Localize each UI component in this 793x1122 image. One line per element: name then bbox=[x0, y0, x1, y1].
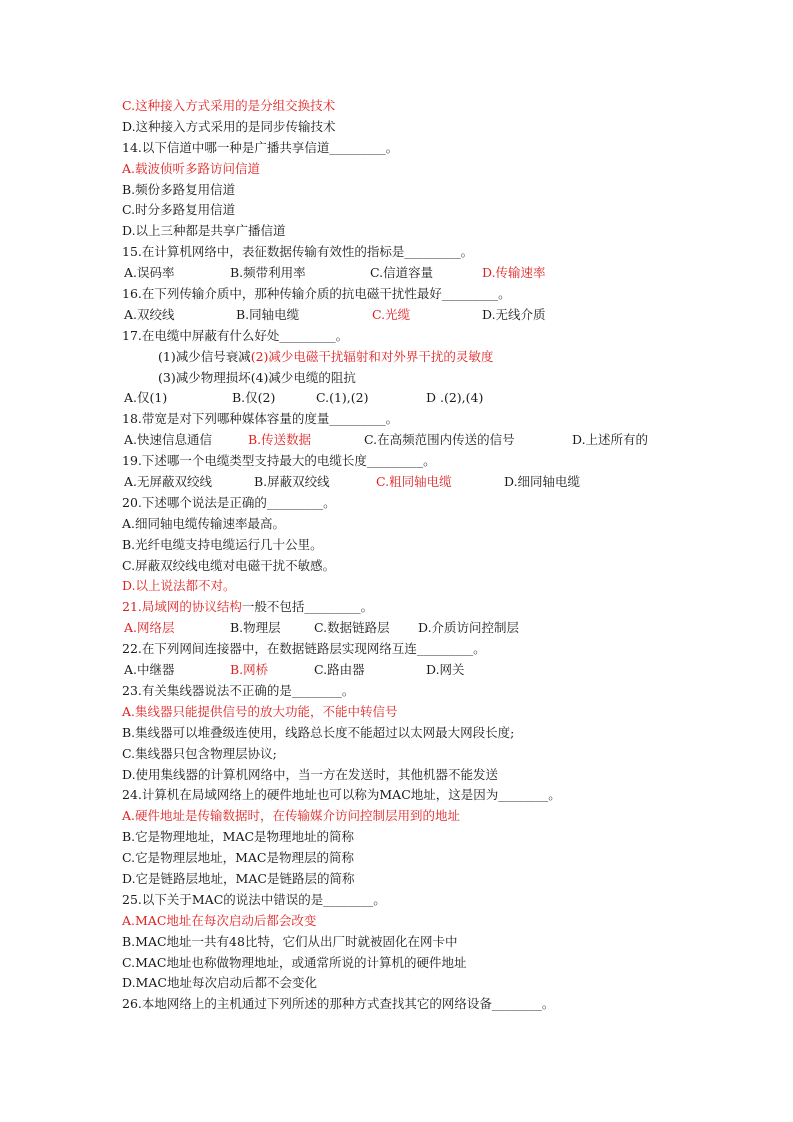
document-page bbox=[120, 96, 680, 1015]
option-choice: A.无屏蔽双绞线 bbox=[124, 474, 213, 490]
option-choice: B.频带利用率 bbox=[230, 265, 306, 281]
text-line: 20.下述哪个说法是正确的_________。 bbox=[122, 494, 336, 510]
text-line: 23.有关集线器说法不正确的是________。 bbox=[122, 682, 355, 698]
text-line: 24.计算机在局域网络上的硬件地址也可以称为MAC地址，这是因为________。 bbox=[122, 787, 561, 803]
option-choice: C.粗同轴电缆 bbox=[376, 474, 452, 490]
text-line bbox=[120, 472, 680, 493]
text-line: A.载波侦听多路访问信道 bbox=[122, 160, 261, 176]
option-choice: B.传送数据 bbox=[248, 432, 312, 448]
text-segment: 一般不包括_________。 bbox=[241, 599, 374, 615]
text-line bbox=[120, 263, 680, 284]
text-line: 14.以下信道中哪一种是广播共享信道_________。 bbox=[122, 139, 399, 155]
text-line bbox=[120, 430, 680, 451]
option-choice: C.信道容量 bbox=[370, 265, 434, 281]
text-line bbox=[120, 305, 680, 326]
option-choice: A.中继器 bbox=[124, 662, 175, 678]
text-line: 16.在下列传输介质中，那种传输介质的抗电磁干扰性最好_________。 bbox=[122, 286, 511, 302]
text-line: 22.在下列网间连接器中，在数据链路层实现网络互连_________。 bbox=[122, 641, 486, 657]
option-choice: C.(1),(2) bbox=[316, 390, 369, 406]
text-line: A.集线器只能提供信号的放大功能，不能中转信号 bbox=[122, 703, 398, 719]
option-choice: A.误码率 bbox=[124, 265, 175, 281]
text-line: (3)减少物理损坏(4)减少电缆的阻抗 bbox=[158, 369, 356, 385]
text-line: 15.在计算机网络中，表征数据传输有效性的指标是_________。 bbox=[122, 244, 474, 260]
option-choice: D.上述所有的 bbox=[572, 432, 649, 448]
option-choice: C.光缆 bbox=[372, 306, 411, 322]
text-line: C.集线器只包含物理层协议; bbox=[122, 745, 277, 761]
text-line: C.MAC地址也称做物理地址，或通常所说的计算机的硬件地址 bbox=[122, 954, 467, 970]
option-choice: D.细同轴电缆 bbox=[504, 474, 581, 490]
option-choice: C.在高频范围内传送的信号 bbox=[364, 432, 515, 448]
text-line: 18.带宽是对下列哪种媒体容量的度量_________。 bbox=[122, 411, 399, 427]
text-line: 19.下述哪一个电缆类型支持最大的电缆长度_________。 bbox=[122, 453, 436, 469]
text-line: D.使用集线器的计算机网络中，当一方在发送时，其他机器不能发送 bbox=[122, 766, 499, 782]
text-line bbox=[120, 660, 680, 681]
text-line: D.以上说法都不对。 bbox=[122, 578, 236, 594]
text-line: B.MAC地址一共有48比特，它们从出厂时就被固化在网卡中 bbox=[122, 933, 458, 949]
text-line: A.硬件地址是传输数据时，在传输媒介访问控制层用到的地址 bbox=[122, 808, 461, 824]
option-choice: D.传输速率 bbox=[482, 265, 546, 281]
text-line: C.这种接入方式采用的是分组交换技术 bbox=[122, 98, 336, 113]
option-choice: A.快速信息通信 bbox=[124, 432, 213, 448]
text-line: D.MAC地址每次启动后都不会变化 bbox=[122, 975, 317, 991]
option-choice: C.数据链路层 bbox=[314, 620, 390, 636]
option-choice: B.仅(2) bbox=[232, 390, 276, 406]
text-line: C.它是物理层地址，MAC是物理层的简称 bbox=[122, 850, 354, 866]
text-line bbox=[120, 597, 680, 618]
text-line bbox=[120, 347, 680, 368]
text-line: A.MAC地址在每次启动后都会改变 bbox=[122, 912, 317, 928]
option-choice: B.同轴电缆 bbox=[236, 306, 300, 322]
option-choice: D.无线介质 bbox=[482, 306, 546, 322]
option-choice: B.物理层 bbox=[230, 620, 281, 636]
option-choice: B.网桥 bbox=[230, 662, 269, 678]
option-choice: B.屏蔽双绞线 bbox=[254, 474, 330, 490]
text-line: B.集线器可以堆叠级连使用，线路总长度不能超过以太网最大网段长度; bbox=[122, 724, 515, 740]
option-choice: A.仅(1) bbox=[124, 390, 168, 406]
text-segment: 21.局域网的协议结构 bbox=[122, 599, 242, 615]
option-choice: C.路由器 bbox=[314, 662, 365, 678]
text-line bbox=[120, 388, 680, 409]
text-line: A.细同轴电缆传输速率最高。 bbox=[122, 515, 286, 531]
text-line: C.时分多路复用信道 bbox=[122, 202, 236, 218]
text-line: 17.在电缆中屏蔽有什么好处_________。 bbox=[122, 327, 349, 343]
option-choice: D.网关 bbox=[426, 662, 465, 678]
text-line: B.光纤电缆支持电缆运行几十公里。 bbox=[122, 536, 323, 552]
text-line: D.这种接入方式采用的是同步传输技术 bbox=[122, 118, 336, 134]
text-line: 25.以下关于MAC的说法中错误的是________。 bbox=[122, 891, 386, 907]
text-line: B.它是物理地址，MAC是物理地址的简称 bbox=[122, 829, 355, 845]
option-choice: A.双绞线 bbox=[124, 306, 175, 322]
text-line: D.它是链路层地址，MAC是链路层的简称 bbox=[122, 870, 355, 886]
option-choice: A.网络层 bbox=[124, 620, 175, 636]
text-line: C.屏蔽双绞线电缆对电磁干扰不敏感。 bbox=[122, 557, 336, 573]
text-line: B.频份多路复用信道 bbox=[122, 181, 236, 197]
text-segment: (2)减少电磁干扰辐射和对外界干扰的灵敏度 bbox=[250, 348, 494, 364]
text-line: D.以上三种都是共享广播信道 bbox=[122, 223, 286, 239]
text-line bbox=[120, 618, 680, 639]
text-line: 26.本地网络上的主机通过下列所述的那种方式查找其它的网络设备________。 bbox=[122, 996, 555, 1012]
text-segment: (1)减少信号衰减 bbox=[158, 348, 251, 364]
option-choice: D .(2),(4) bbox=[426, 390, 484, 406]
option-choice: D.介质访问控制层 bbox=[418, 620, 520, 636]
